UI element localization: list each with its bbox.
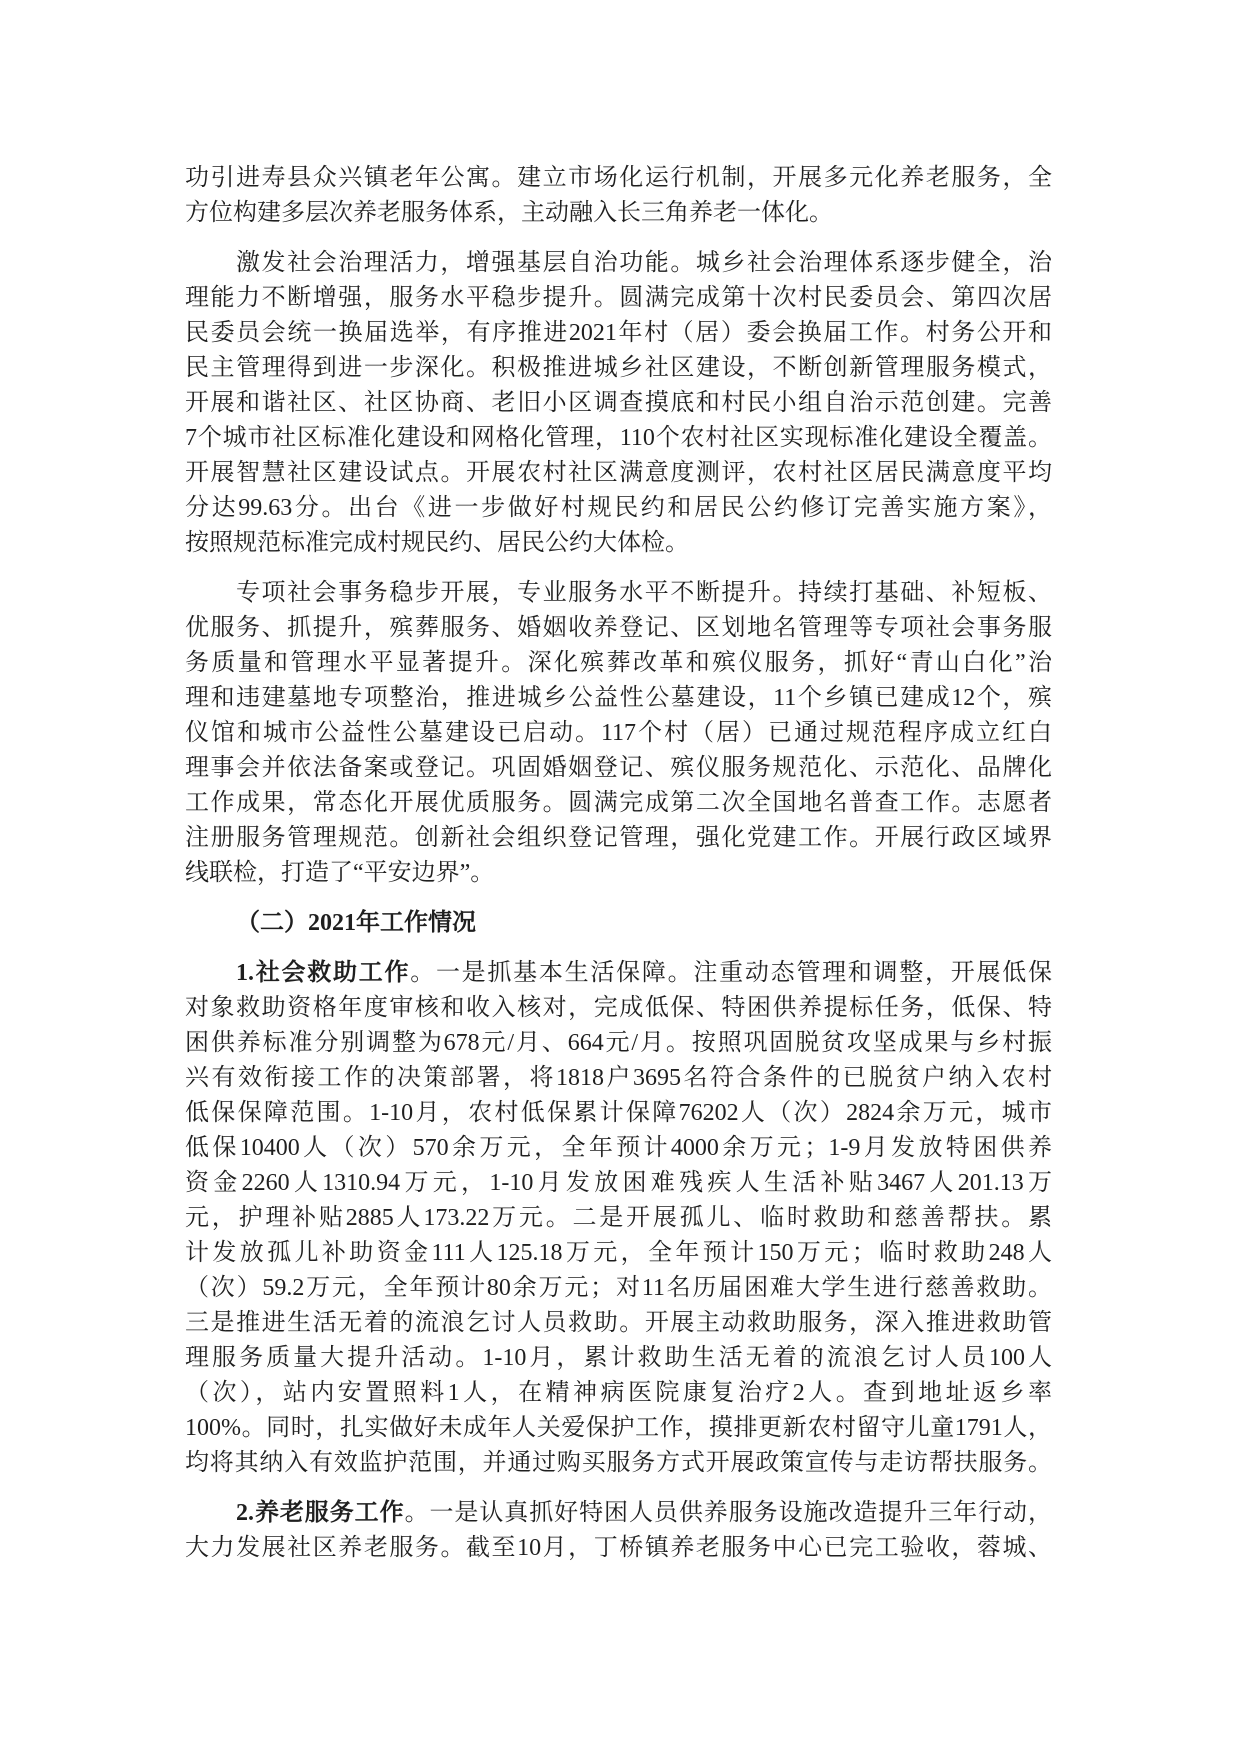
text-line: （次），站内安置照料1人，在精神病医院康复治疗2人。查到地址返乡率: [185, 1380, 1052, 1406]
paragraph: [185, 1496, 1052, 1566]
item-title: 2.养老服务工作: [236, 1500, 405, 1526]
text-line: （次）59.2万元，全年预计80余万元；对11名历届困难大学生进行慈善救助。: [185, 1275, 1052, 1301]
text-line: 开展智慧社区建设试点。开展农村社区满意度测评，农村社区居民满意度平均: [185, 460, 1052, 486]
section-heading-block: [185, 906, 1052, 941]
text-run: 。一是抓基本生活保障。注重动态管理和调整，开展低保: [410, 960, 1053, 986]
document-body: [185, 161, 1052, 1581]
text-line: [185, 1496, 1052, 1531]
text-line: 开展和谐社区、社区协商、老旧小区调查摸底和村民小组自治示范创建。完善: [185, 390, 1052, 416]
paragraph: [185, 161, 1052, 231]
text-line: 功引进寿县众兴镇老年公寓。建立市场化运行机制，开展多元化养老服务，全: [185, 165, 1052, 191]
text-line: 困供养标准分别调整为678元/月、664元/月。按照巩固脱贫攻坚成果与乡村振: [185, 1030, 1052, 1056]
text-line: 资金2260人1310.94万元，1-10月发放困难残疾人生活补贴3467人201.13万: [185, 1170, 1052, 1196]
text-line: 均将其纳入有效监护范围，并通过购买服务方式开展政策宣传与走访帮扶服务。: [185, 1450, 1052, 1476]
text-line: 分达99.63分。出台《进一步做好村规民约和居民公约修订完善实施方案》，: [185, 495, 1052, 521]
section-heading: （二）2021年工作情况: [236, 910, 476, 936]
text-line: 计发放孤儿补助资金111人125.18万元，全年预计150万元；临时救助248人: [185, 1240, 1052, 1266]
text-line: 专项社会事务稳步开展，专业服务水平不断提升。持续打基础、补短板、: [236, 580, 1052, 606]
text-line: 7个城市社区标准化建设和网格化管理，110个农村社区实现标准化建设全覆盖。: [185, 425, 1052, 451]
text-line: 兴有效衔接工作的决策部署，将1818户3695名符合条件的已脱贫户纳入农村: [185, 1065, 1052, 1091]
text-line: 民主管理得到进一步深化。积极推进城乡社区建设，不断创新管理服务模式，: [185, 355, 1052, 381]
text-line: 工作成果，常态化开展优质服务。圆满完成第二次全国地名普查工作。志愿者: [185, 790, 1052, 816]
text-line: 线联检，打造了“平安边界”。: [185, 860, 495, 886]
text-line: 三是推进生活无着的流浪乞讨人员救助。开展主动救助服务，深入推进救助管: [185, 1310, 1052, 1336]
text-line: 按照规范标准完成村规民约、居民公约大体检。: [185, 530, 689, 556]
text-line: 元，护理补贴2885人173.22万元。二是开展孤儿、临时救助和慈善帮扶。累: [185, 1205, 1052, 1231]
text-line: 注册服务管理规范。创新社会组织登记管理，强化党建工作。开展行政区域界: [185, 825, 1052, 851]
text-line: 大力发展社区养老服务。截至10月，丁桥镇养老服务中心已完工验收，蓉城、: [185, 1535, 1052, 1561]
text-line: 100%。同时，扎实做好未成年人关爱保护工作，摸排更新农村留守儿童1791人，: [185, 1415, 1052, 1441]
paragraph: [185, 246, 1052, 561]
text-line: 民委员会统一换届选举，有序推进2021年村（居）委会换届工作。村务公开和: [185, 320, 1052, 346]
text-line: 对象救助资格年度审核和收入核对，完成低保、特困供养提标任务，低保、特: [185, 995, 1052, 1021]
text-line: 理服务质量大提升活动。1-10月，累计救助生活无着的流浪乞讨人员100人: [185, 1345, 1052, 1371]
text-line: 理事会并依法备案或登记。巩固婚姻登记、殡仪服务规范化、示范化、品牌化: [185, 755, 1052, 781]
paragraph: [185, 956, 1052, 1481]
text-line: 理和违建墓地专项整治，推进城乡公益性公墓建设，11个乡镇已建成12个，殡: [185, 685, 1052, 711]
text-line: 方位构建多层次养老服务体系，主动融入长三角养老一体化。: [185, 200, 833, 226]
text-line: [185, 956, 1052, 991]
text-line: 仪馆和城市公益性公墓建设已启动。117个村（居）已通过规范程序成立红白: [185, 720, 1052, 746]
text-line: 低保保障范围。1-10月，农村低保累计保障76202人（次）2824余万元，城市: [185, 1100, 1052, 1126]
text-line: 激发社会治理活力，增强基层自治功能。城乡社会治理体系逐步健全，治: [236, 250, 1052, 276]
text-line: 优服务、抓提升，殡葬服务、婚姻收养登记、区划地名管理等专项社会事务服: [185, 615, 1052, 641]
paragraph: [185, 576, 1052, 891]
text-line: 务质量和管理水平显著提升。深化殡葬改革和殡仪服务，抓好“青山白化”治: [185, 650, 1052, 676]
item-title: 1.社会救助工作: [236, 960, 411, 986]
text-line: 低保10400人（次）570余万元，全年预计4000余万元；1-9月发放特困供养: [185, 1135, 1052, 1161]
text-line: 理能力不断增强，服务水平稳步提升。圆满完成第十次村民委员会、第四次居: [185, 285, 1052, 311]
text-run: 。一是认真抓好特困人员供养服务设施改造提升三年行动，: [404, 1500, 1052, 1526]
